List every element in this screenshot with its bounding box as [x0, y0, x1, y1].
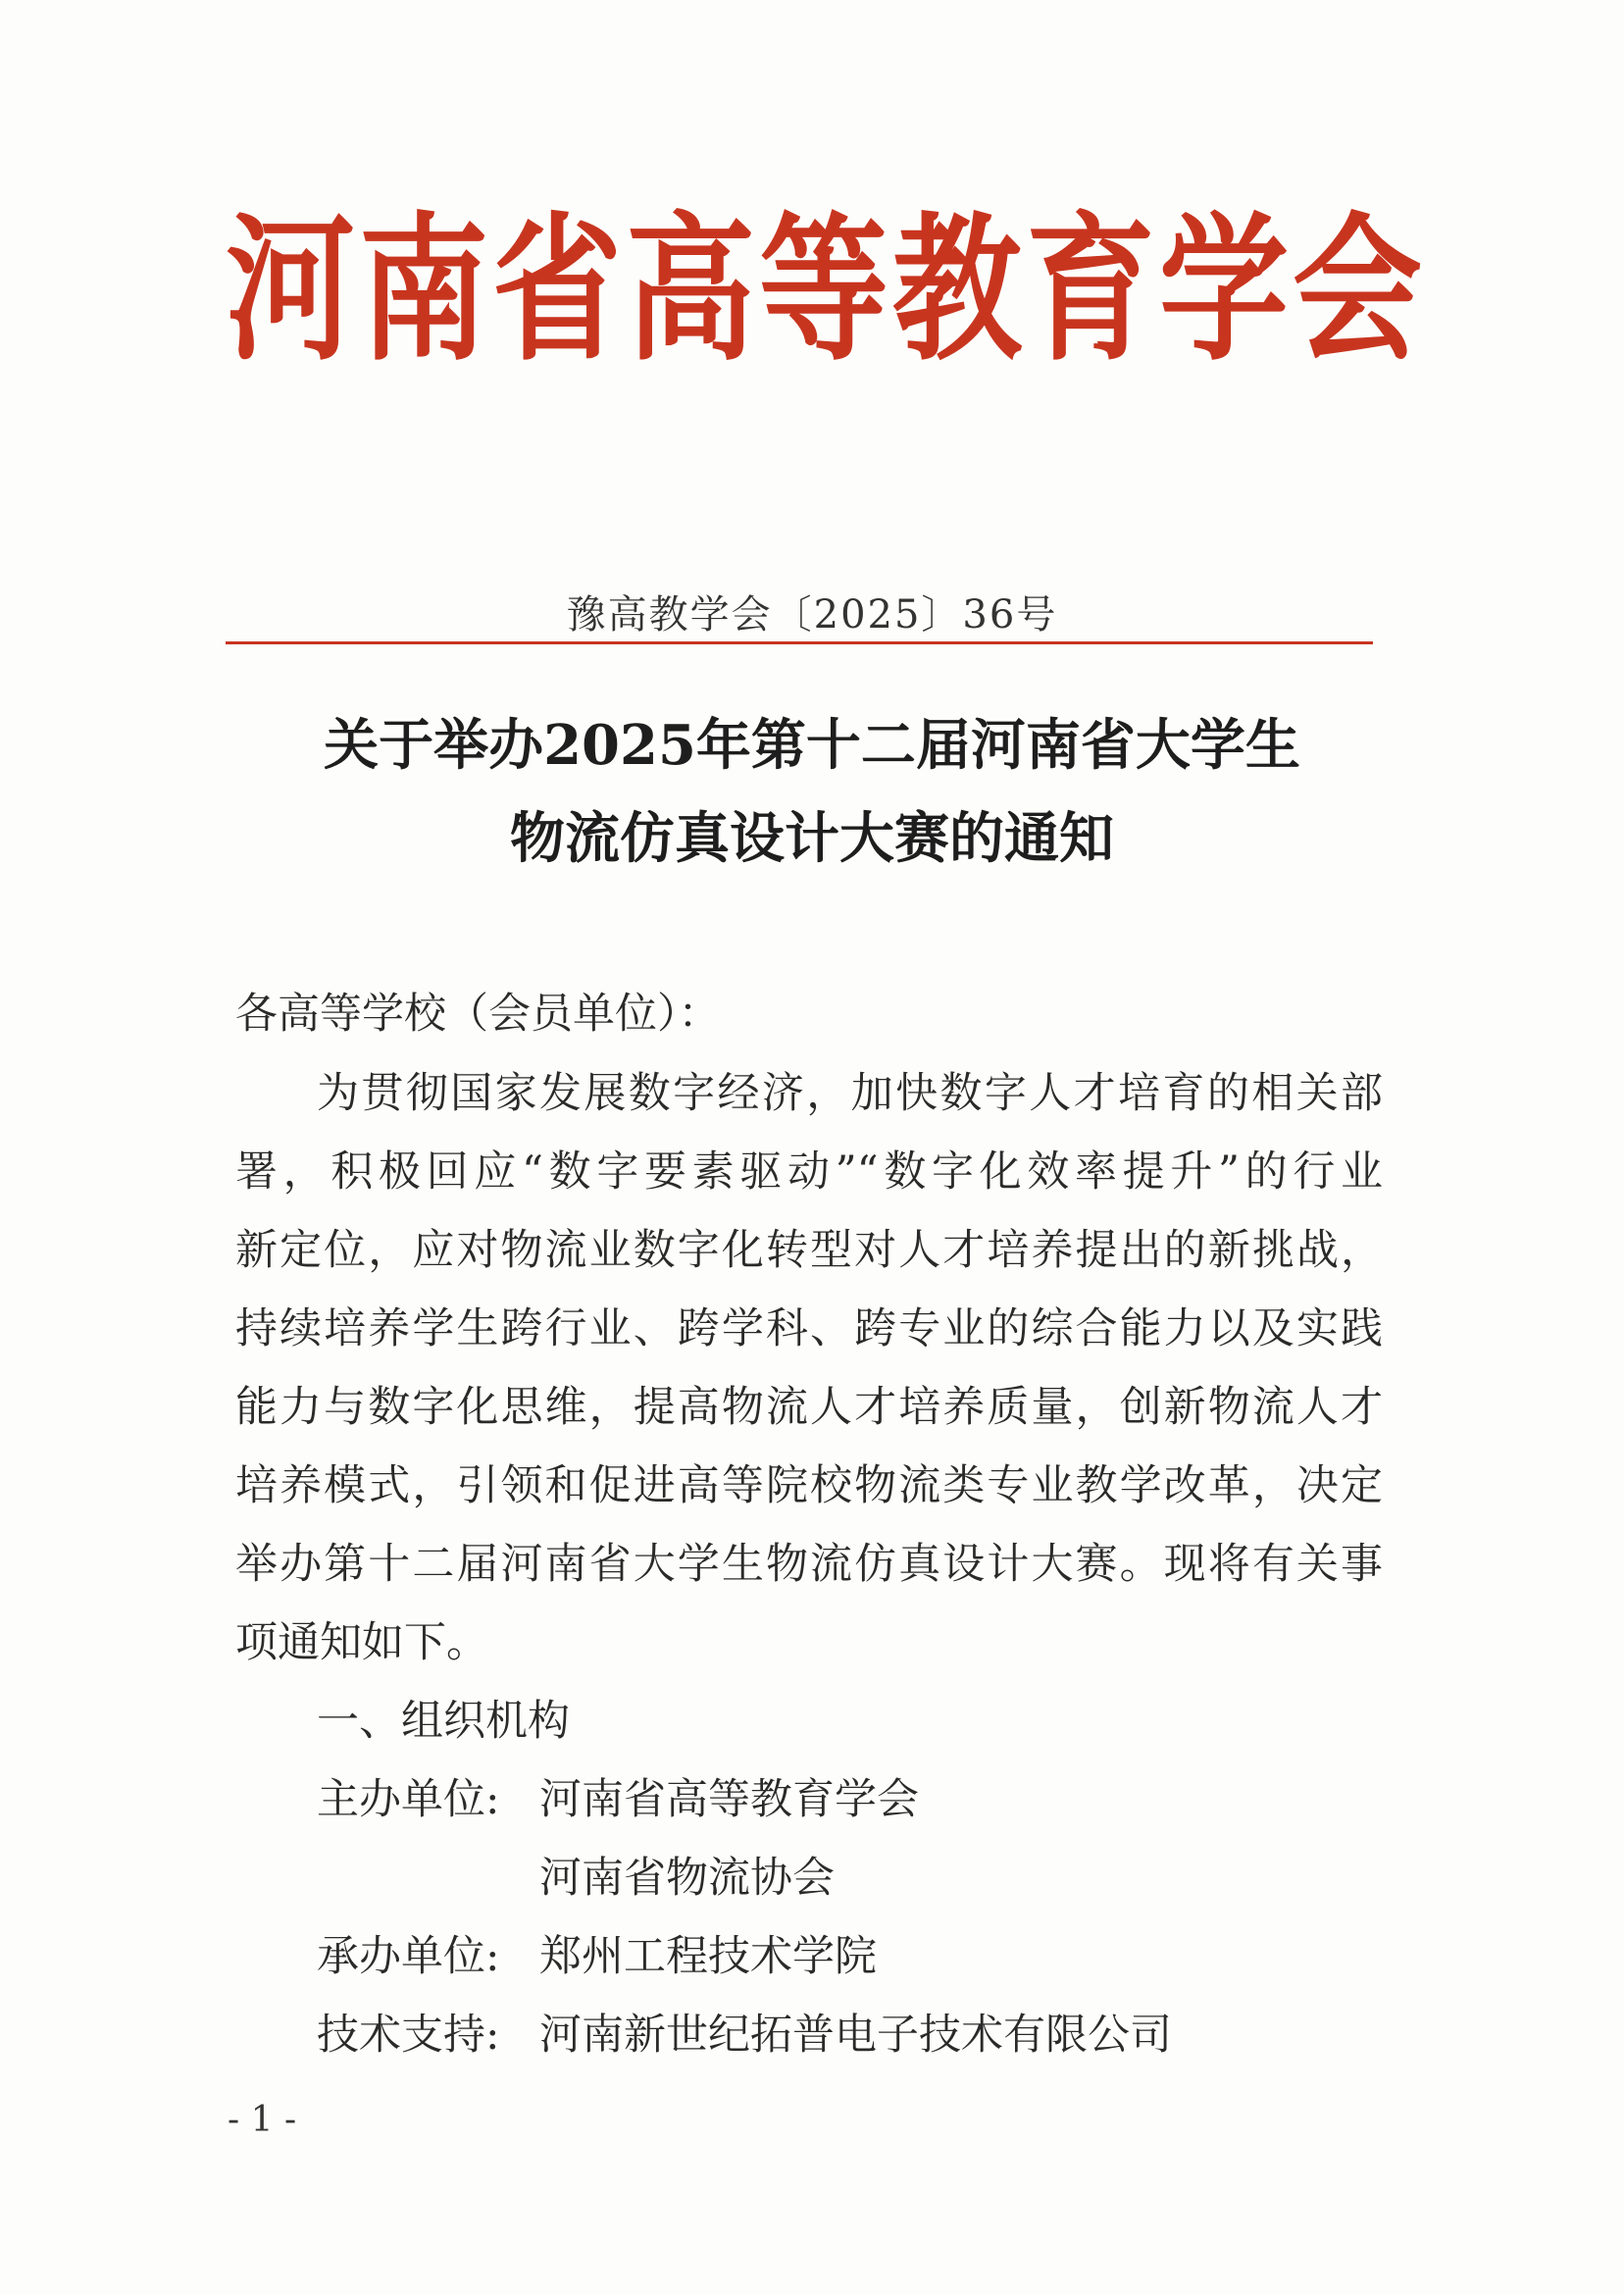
paragraph-line: 持续培养学生跨行业、跨学科、跨专业的综合能力以及实践: [235, 1304, 1383, 1353]
paragraph-line: 署，积极回应“数字要素驱动”“数字化效率提升”的行业: [235, 1147, 1383, 1197]
paragraph-line: 新定位，应对物流业数字化转型对人才培养提出的新挑战，: [235, 1226, 1383, 1275]
paragraph-line: 为贯彻国家发展数字经济，加快数字人才培育的相关部: [317, 1069, 1383, 1118]
title-line-2: 物流仿真设计大赛的通知: [510, 806, 1114, 871]
page-number: - 1 -: [228, 2100, 297, 2140]
document-number: 豫高教学会〔2025〕36号: [566, 592, 1058, 637]
paragraph-line: 项通知如下。: [235, 1618, 488, 1667]
paragraph-line: 举办第十二届河南省大学生物流仿真设计大赛。现将有关事: [235, 1540, 1383, 1589]
undertaker-organization: 郑州工程技术学院: [539, 1932, 877, 1981]
undertaker-label: 承办单位:: [317, 1932, 500, 1981]
title-line-1: 关于举办2025年第十二届河南省大学生: [324, 713, 1300, 778]
tech-support-label: 技术支持:: [317, 2011, 500, 2060]
host-organization-2: 河南省物流协会: [539, 1854, 835, 1903]
masthead-org-name: 河南省高等教育学会: [226, 198, 1426, 383]
salutation: 各高等学校（会员单位）：: [235, 990, 721, 1039]
paragraph-line: 能力与数字化思维，提高物流人才培养质量，创新物流人才: [235, 1383, 1383, 1432]
paragraph-line: 培养模式，引领和促进高等院校物流类专业教学改革，决定: [235, 1461, 1383, 1510]
section-heading: 一、组织机构: [317, 1697, 570, 1746]
tech-support-organization: 河南新世纪拓普电子技术有限公司: [539, 2011, 1172, 2060]
host-label: 主办单位:: [317, 1775, 500, 1824]
host-organization-1: 河南省高等教育学会: [539, 1775, 919, 1824]
red-divider-line: [226, 641, 1373, 644]
